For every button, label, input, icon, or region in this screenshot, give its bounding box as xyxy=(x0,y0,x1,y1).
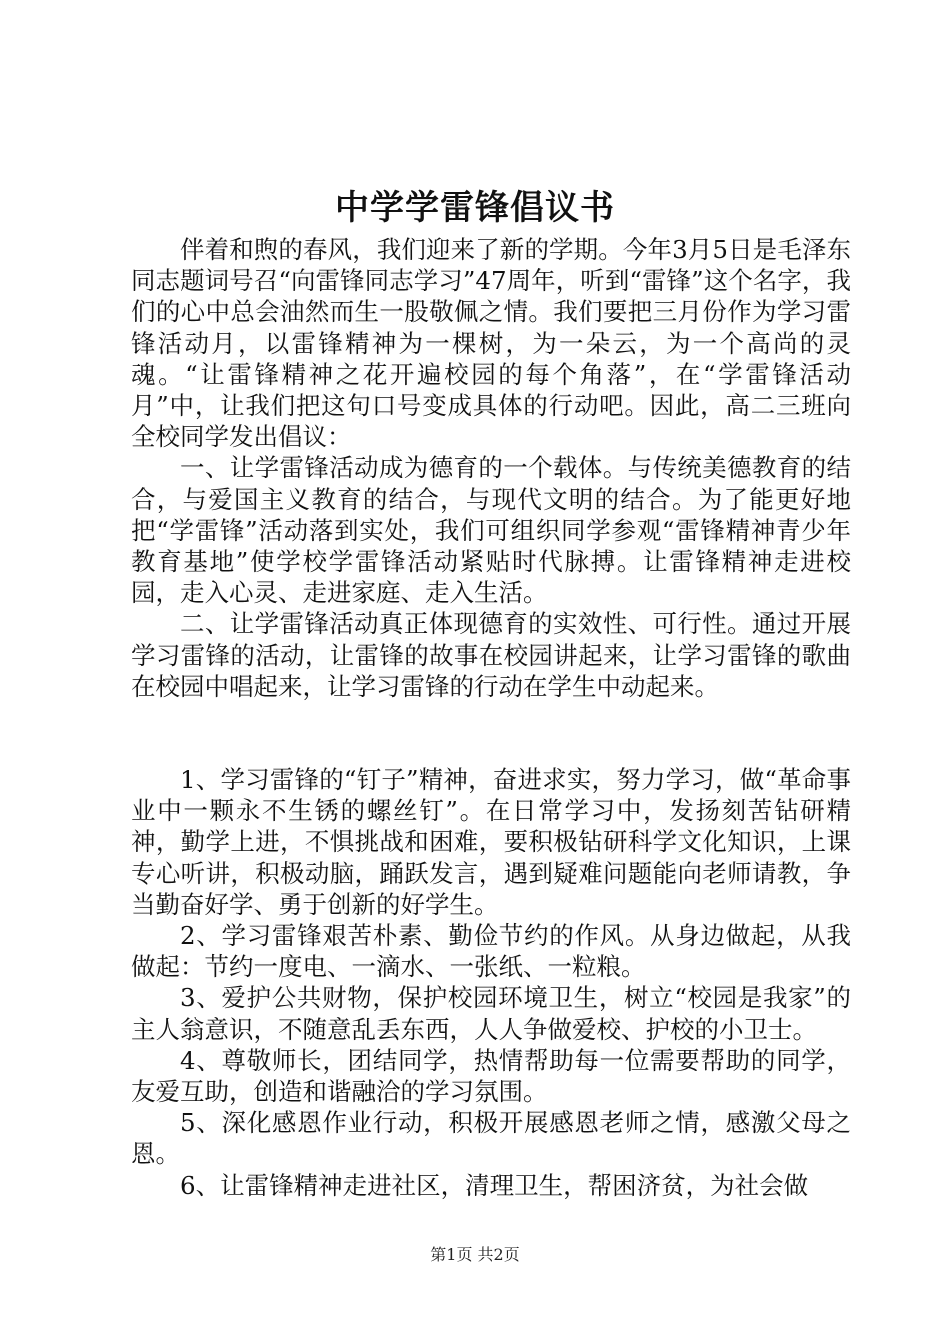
intro-paragraph: 伴着和煦的春风，我们迎来了新的学期。今年3月5日是毛泽东同志题词号召“向雷锋同志学习”47周年，听到“雷锋”这个名字，我们的心中总会油然而生一股敬佩之情。我们要把三月份作为学习雷锋活动月，以雷锋精神为一棵树，为一朵云，为一个高尚的灵魂。“让雷锋精神之花开遍校园的每个角落”，在“学雷锋活动月”中，让我们把这句口号变成具体的行动吧。因此，高二三班向全校同学发出倡议： xyxy=(131,235,851,452)
item-5-paragraph: 5、深化感恩作业行动，积极开展感恩老师之情，感激父母之恩。 xyxy=(131,1108,851,1169)
item-6-paragraph: 6、让雷锋精神走进社区，清理卫生，帮困济贫，为社会做 xyxy=(180,1170,809,1200)
item-1-paragraph: 1、学习雷锋的“钉子”精神，奋进求实，努力学习，做“革命事业中一颗永不生锈的螺丝钉”。在日常学习中，发扬刻苦钻研精神，勤学上进，不惧挑战和困难，要积极钻研科学文化知识，上课专心听讲，积极动脑，踊跃发言，遇到疑难问题能向老师请教，争当勤奋好学、勇于创新的好学生。 xyxy=(131,765,851,919)
document-body xyxy=(131,234,851,1201)
item-3-paragraph: 3、爱护公共财物，保护校园环境卫生，树立“校园是我家”的主人翁意识，不随意乱丢东西，人人争做爱校、护校的小卫士。 xyxy=(131,983,851,1044)
page-number-footer: 第1页 共2页 xyxy=(430,1245,520,1264)
proposal-one-paragraph: 一、让学雷锋活动成为德育的一个载体。与传统美德教育的结合，与爱国主义教育的结合，与现代文明的结合。为了能更好地把“学雷锋”活动落到实处，我们可组织同学参观“雷锋精神青少年教育基地”使学校学雷锋活动紧贴时代脉搏。让雷锋精神走进校园，走入心灵、走进家庭、走入生活。 xyxy=(131,453,851,608)
document-title: 中学学雷锋倡议书 xyxy=(335,188,615,228)
item-4-paragraph: 4、尊敬师长，团结同学，热情帮助每一位需要帮助的同学，友爱互助，创造和谐融洽的学习氛围。 xyxy=(131,1045,851,1107)
proposal-two-paragraph: 二、让学雷锋活动真正体现德育的实效性、可行性。通过开展学习雷锋的活动，让雷锋的故事在校园讲起来，让学习雷锋的歌曲在校园中唱起来，让学习雷锋的行动在学生中动起来。 xyxy=(131,609,851,701)
item-2-paragraph: 2、学习雷锋艰苦朴素、勤俭节约的作风。从身边做起，从我做起：节约一度电、一滴水、一张纸、一粒粮。 xyxy=(131,921,851,982)
paragraph-gap xyxy=(131,702,851,764)
